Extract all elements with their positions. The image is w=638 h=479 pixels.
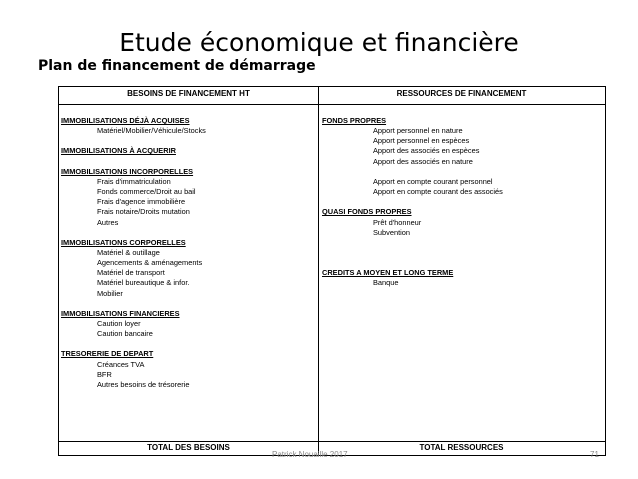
column-divider xyxy=(318,87,319,455)
line-item: Apport des associés en nature xyxy=(373,156,473,166)
page-title: Etude économique et financière xyxy=(119,28,519,57)
page-subtitle: Plan de financement de démarrage xyxy=(38,58,316,74)
section-heading: IMMOBILISATIONS CORPORELLES xyxy=(61,237,186,247)
section-heading: QUASI FONDS PROPRES xyxy=(322,207,412,217)
line-item: Autres xyxy=(97,217,119,227)
section-heading: IMMOBILISATIONS DÉJÀ ACQUISES xyxy=(61,116,190,125)
line-item: Subvention xyxy=(373,227,410,237)
line-item: Matériel & outillage xyxy=(97,247,160,257)
line-item: Caution bancaire xyxy=(97,329,153,339)
total-needs: TOTAL DES BESOINS xyxy=(147,443,230,452)
section-heading: FONDS PROPRES xyxy=(322,116,387,125)
line-item: Caution loyer xyxy=(97,319,141,328)
header-needs: BESOINS DE FINANCEMENT HT xyxy=(127,89,250,98)
total-resources: TOTAL RESSOURCES xyxy=(419,443,504,452)
line-item: Apport en compte courant personnel xyxy=(373,176,493,186)
line-item: Matériel bureautique & infor. xyxy=(97,278,190,288)
line-item: Mobilier xyxy=(97,288,123,298)
line-item: Frais notaire/Droits mutation xyxy=(97,207,190,217)
header-resources: RESSOURCES DE FINANCEMENT xyxy=(396,89,527,98)
line-item: Apport en compte courant des associés xyxy=(373,187,503,197)
line-item: Agencements & aménagements xyxy=(97,258,203,268)
footer-page-number: 71 xyxy=(590,450,599,459)
line-item: BFR xyxy=(97,369,112,379)
line-item: Frais d'immatriculation xyxy=(97,176,171,186)
section-heading: IMMOBILISATIONS FINANCIERES xyxy=(61,308,180,318)
financing-table xyxy=(58,86,606,456)
line-item: Banque xyxy=(373,278,399,288)
line-item: Frais d'agence immobilière xyxy=(97,197,186,207)
line-item: Matériel/Mobilier/Véhicule/Stocks xyxy=(97,126,206,136)
section-heading: IMMOBILISATIONS À ACQUERIR xyxy=(61,146,176,156)
section-heading: IMMOBILISATIONS INCORPORELLES xyxy=(61,166,194,176)
line-item: Créances TVA xyxy=(97,359,145,369)
line-item: Apport personnel en espèces xyxy=(373,136,470,146)
section-heading: CREDITS A MOYEN ET LONG TERME xyxy=(322,268,454,278)
table-header xyxy=(59,87,605,105)
line-item: Matériel de transport xyxy=(97,268,165,278)
line-item: Apport personnel en nature xyxy=(373,126,463,136)
line-item: Autres besoins de trésorerie xyxy=(97,379,190,389)
line-item: Fonds commerce/Droit au bail xyxy=(97,187,196,197)
line-item: Apport des associés en espèces xyxy=(373,146,480,156)
section-heading: TRESORERIE DE DEPART xyxy=(61,349,154,359)
footer-author: Patrick Nouaille 2017 xyxy=(272,450,348,459)
line-item: Prêt d'honneur xyxy=(373,217,422,227)
